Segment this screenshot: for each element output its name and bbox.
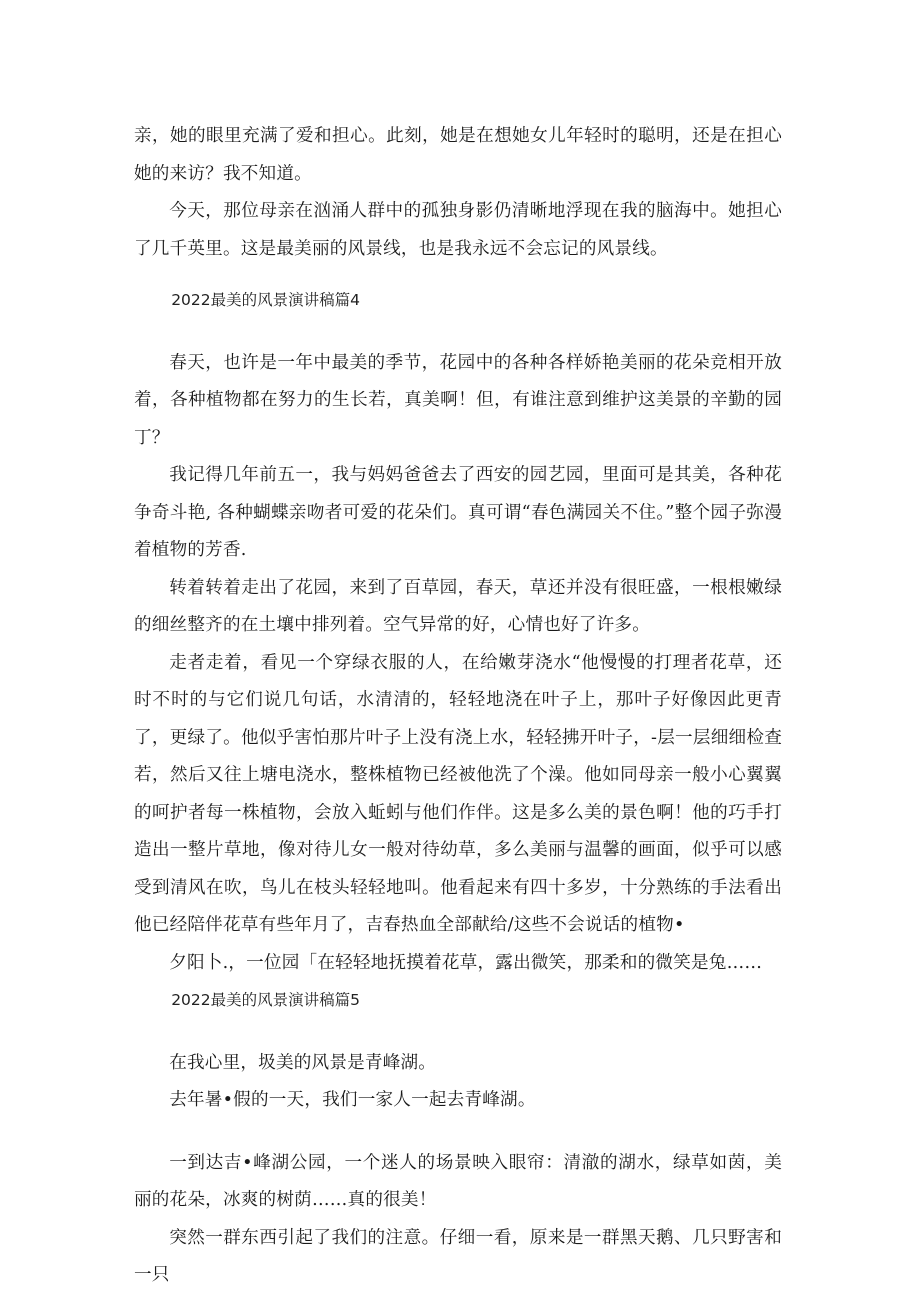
paragraph: 一到达吉•峰湖公园，一个迷人的场景映入眼帘：清澈的湖水，绿草如茵，美丽的花朵，冰爽的树荫……真的很美！ — [134, 1152, 782, 1210]
section-heading-4: 2022最美的风景演讲稿篇4 — [171, 291, 360, 309]
paragraph: 夕阳卜.，一位园「在轻轻地抚摸着花草，露出微笑，那柔和的微笑是兔…… — [169, 952, 763, 973]
section-heading-5: 2022最美的风景演讲稿篇5 — [171, 991, 360, 1009]
paragraph-continued: 亲，她的眼里充满了爱和担心。此刻，她是在想她女儿年轻时的聪明，还是在担心她的来访？我不知道。 — [134, 126, 782, 184]
paragraph: 在我心里，圾美的风景是青峰湖。 — [169, 1052, 437, 1073]
document-body — [134, 118, 782, 1295]
paragraph: 突然一群东西引起了我们的注意。仔细一看，原来是一群黑天鹅、几只野害和一只 — [134, 1227, 782, 1285]
paragraph: 走者走着，看见一个穿绿衣服的人，在给嫩芽浇水“他慢慢的打理者花草，还时不时的与它们说几句话，水清清的，轻轻地浇在叶子上，那叶子好像因此更青了，更绿了。他似乎害怕那片叶子上没有浇上水，轻轻拂开叶子，-层一层细细检查若，然后又往上塘电浇水，整株植物已经被他洗了个澡。他如同母亲一般小心翼翼的呵护者每一株植物，会放入蚯蚓与他们作伴。这是多么美的景色啊！他的巧手打造出一整片草地，像对待儿女一般对待幼草，多么美丽与温馨的画面，似乎可以感受到清风在吹，鸟儿在枝头轻轻地叫。他看起来有四十多岁，十分熟练的手法看出他已经陪伴花草有些年月了，吉春热血全部献给/这些不会说话的植物• — [134, 652, 782, 935]
paragraph: 我记得几年前五一，我与妈妈爸爸去了西安的园艺园，里面可是其美，各种花争奇斗艳, 各种蝴蝶亲吻者可爱的花朵们。真可谓“春色满园关不住。”整个园子弥漫着植物的芳香. — [134, 465, 782, 560]
paragraph: 春天，也许是一年中最美的季节，花园中的各种各样娇艳美丽的花朵竞相开放着，各种植物都在努力的生长若，真美啊！但，有谁注意到维护这美景的辛勤的园丁？ — [134, 352, 782, 448]
paragraph: 今天，那位母亲在汹涌人群中的孤独身影仍清晰地浮现在我的脑海中。她担心了几千英里。这是最美丽的风景线，也是我永远不会忘记的风景线。 — [134, 201, 782, 259]
paragraph: 转着转着走出了花园，来到了百草园，春天，草还并没有很旺盛，一根根嫩绿的细丝整齐的在土壤中排列着。空气异常的好，心情也好了许多。 — [134, 577, 782, 635]
paragraph: 去年暑•假的一天，我们一家人一起去青峰湖。 — [169, 1090, 536, 1110]
